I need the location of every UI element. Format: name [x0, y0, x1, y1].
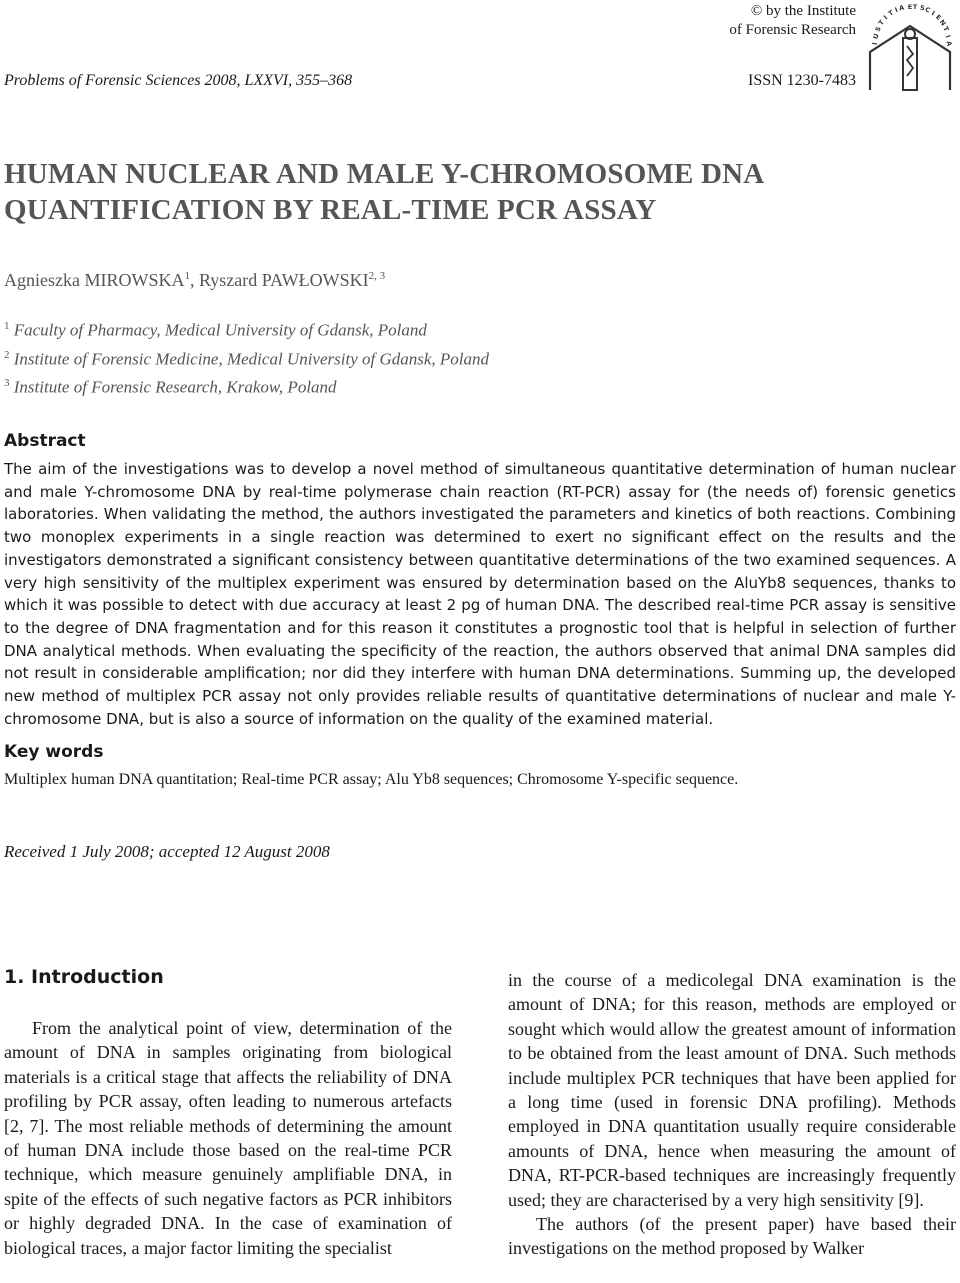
- affiliation-text: Faculty of Pharmacy, Medical University of Gdansk, Poland: [13, 320, 427, 340]
- svg-text:I: I: [870, 41, 880, 46]
- author-separator: ,: [189, 270, 199, 290]
- received-dates: Received 1 July 2008; accepted 12 August 2008: [4, 842, 330, 861]
- svg-text:E: E: [934, 13, 943, 22]
- issn: ISSN 1230-7483: [747, 72, 856, 89]
- abstract-heading: Abstract: [4, 431, 86, 451]
- svg-text:C: C: [924, 5, 932, 15]
- author-1: Agnieszka MIROWSKA: [4, 270, 185, 290]
- intro-left-column: From the analytical point of view, determination of the amount of DNA in samples originating from biological materials is a critical stage that affects the reliability of DNA profiling by PCR assay, often leading to numerous artefacts [2, 7]. The most reliable methods of determining the amount of human DNA include those based on the real-time PCR technique, which measure genuinely amplifiable DNA, in spite of the effects of such negative factors as PCR inhibitors or highly degraded DNA. In the case of examination of biological traces, a major factor limiting the specialist: [4, 1018, 452, 1258]
- affiliation-number: 2: [4, 348, 10, 361]
- svg-text:I: I: [893, 5, 899, 15]
- svg-text:N: N: [937, 18, 948, 28]
- title-line-2: QUANTIFICATION BY REAL-TIME PCR ASSAY: [4, 194, 657, 226]
- svg-text:I: I: [882, 13, 890, 22]
- copyright-line-2: of Forensic Research: [729, 22, 856, 38]
- svg-text:T: T: [941, 25, 951, 33]
- svg-text:A: A: [898, 4, 905, 13]
- svg-text:S: S: [919, 4, 926, 13]
- affiliation-text: Institute of Forensic Medicine, Medical University of Gdansk, Poland: [13, 349, 490, 369]
- affiliation-text: Institute of Forensic Research, Krakow, Poland: [13, 377, 337, 397]
- affiliations: [4, 314, 489, 400]
- section-heading-introduction: 1. Introduction: [4, 966, 164, 988]
- affiliation-2: [4, 343, 489, 372]
- keywords-heading: Key words: [4, 742, 104, 762]
- author-2: Ryszard PAWŁOWSKI: [198, 270, 369, 290]
- affiliation-3: [4, 371, 489, 400]
- abstract-text: The aim of the investigations was to develop a novel method of simultaneous quantitative determination of human nuclear and male Y-chromosome DNA by real-time polymerase chain reaction (RT-PCR) assay for (the needs of) forensic genetics laboratories. When validating the method, the authors investigated the parameters and kinetics of both reactions. Combining two monoplex experiments in a single reaction was determined to exert no significant effect on the results and the investigators demonstrated a significant consistency between quantitative determinations of the two examined sequences. A very high sensitivity of the multiplex experiment was ensured by determination based on the AluYb8 sequences, thanks to which it was possible to detect with due accuracy at least 2 pg of human DNA. The described real-time PCR assay is sensitive to the degree of DNA fragmentation and for this reason it constitutes a prognostic tool that is helpful in selection of further DNA analytical methods. When evaluating the specificity of the reaction, the authors observed that animal DNA samples did not result in considerable amplification; nor did they interfere with human DNA determinations. Summing up, the developed new method of multiplex PCR assay not only provides reliable results of quantitative determinations of nuclear and male Y-chromosome DNA, but is also a source of information on the quality of the examined material.: [4, 460, 956, 728]
- svg-text:A: A: [944, 40, 954, 47]
- svg-text:E: E: [907, 4, 913, 11]
- svg-text:I: I: [929, 9, 937, 18]
- svg-text:U: U: [871, 32, 881, 41]
- svg-text:S: S: [873, 25, 883, 34]
- affiliation-number: 3: [4, 377, 10, 390]
- journal-citation: Problems of Forensic Sciences 2008, LXXVI, 355–368: [4, 72, 353, 89]
- svg-text:T: T: [886, 8, 895, 18]
- affiliation-1: [4, 314, 489, 343]
- svg-text:I: I: [943, 33, 953, 39]
- affiliation-number: 1: [4, 320, 10, 332]
- copyright-notice: [729, 2, 856, 40]
- intro-paragraph: The authors (of the present paper) have based their investigations on the method proposed by Walker: [508, 1214, 956, 1259]
- copyright-line-1: © by the Institute: [750, 3, 856, 19]
- intro-right-column: [508, 968, 956, 1261]
- intro-paragraph: in the course of a medicolegal DNA examination is the amount of DNA; for this reason, methods are employed or sought which would allow the greatest amount of information to be obtained from the least amount of DNA. Such methods include multiplex PCR techniques that have been applied for a long time (used in forensic DNA profiling). Methods employed in DNA quantitation usually require considerable amounts of DNA, hence when measuring the amount of DNA, RT-PCR-based techniques are increasingly frequently used; they are characterised by a very high sensitivity [9].: [508, 970, 956, 1210]
- svg-text:T: T: [876, 18, 886, 27]
- article-title: [4, 156, 764, 228]
- author-2-affil: 2, 3: [368, 270, 386, 282]
- authors: [4, 270, 385, 291]
- title-line-1: HUMAN NUCLEAR AND MALE Y-CHROMOSOME DNA: [4, 158, 765, 190]
- author-1-affil: 1: [184, 270, 190, 282]
- svg-text:T: T: [912, 4, 918, 11]
- institute-logo: [864, 4, 956, 92]
- keywords-text: Multiplex human DNA quantitation; Real-time PCR assay; Alu Yb8 sequences; Chromosome Y-specific sequence.: [4, 771, 739, 788]
